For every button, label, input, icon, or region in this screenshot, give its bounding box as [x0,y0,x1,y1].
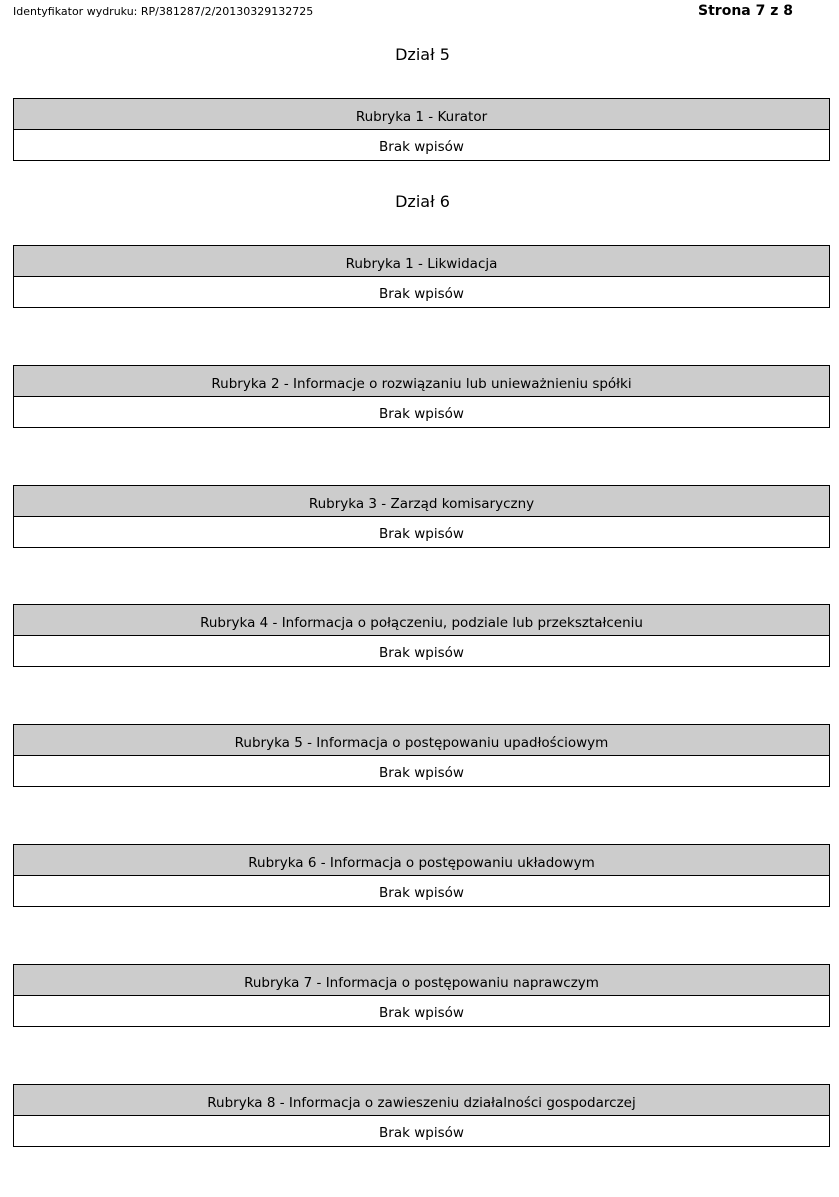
rubric-dzial6-5 [13,724,830,787]
rubric-content: Brak wpisów [379,1125,464,1141]
rubric-dzial6-3 [13,485,830,548]
rubric-content: Brak wpisów [379,526,464,542]
rubric-content: Brak wpisów [379,765,464,781]
section-title-dzial-5: Dział 5 [395,45,450,64]
rubric-content: Brak wpisów [379,885,464,901]
rubric-content: Brak wpisów [379,1005,464,1021]
rubric-title: Rubryka 6 - Informacja o postępowaniu układowym [14,845,829,876]
print-identifier: Identyfikator wydruku: RP/381287/2/20130329132725 [13,5,314,18]
rubric-content: Brak wpisów [379,139,464,155]
rubric-title: Rubryka 1 - Kurator [14,99,829,130]
rubric-title: Rubryka 3 - Zarząd komisaryczny [14,486,829,517]
section-title-dzial-6: Dział 6 [395,192,450,211]
rubric-title: Rubryka 7 - Informacja o postępowaniu naprawczym [14,965,829,996]
rubric-dzial6-7 [13,964,830,1027]
rubric-dzial6-8 [13,1084,830,1147]
rubric-content: Brak wpisów [379,286,464,302]
rubric-content: Brak wpisów [379,406,464,422]
rubric-dzial6-1 [13,245,830,308]
rubric-dzial6-4 [13,604,830,667]
rubric-title: Rubryka 2 - Informacje o rozwiązaniu lub unieważnieniu spółki [14,366,829,397]
rubric-title: Rubryka 5 - Informacja o postępowaniu upadłościowym [14,725,829,756]
rubric-title: Rubryka 1 - Likwidacja [14,246,829,277]
rubric-title: Rubryka 8 - Informacja o zawieszeniu działalności gospodarczej [14,1085,829,1116]
rubric-content: Brak wpisów [379,645,464,661]
rubric-title: Rubryka 4 - Informacja o połączeniu, podziale lub przekształceniu [14,605,829,636]
rubric-dzial6-6 [13,844,830,907]
rubric-dzial6-2 [13,365,830,428]
page-number: Strona 7 z 8 [698,3,793,19]
rubric-dzial5-1 [13,98,830,161]
